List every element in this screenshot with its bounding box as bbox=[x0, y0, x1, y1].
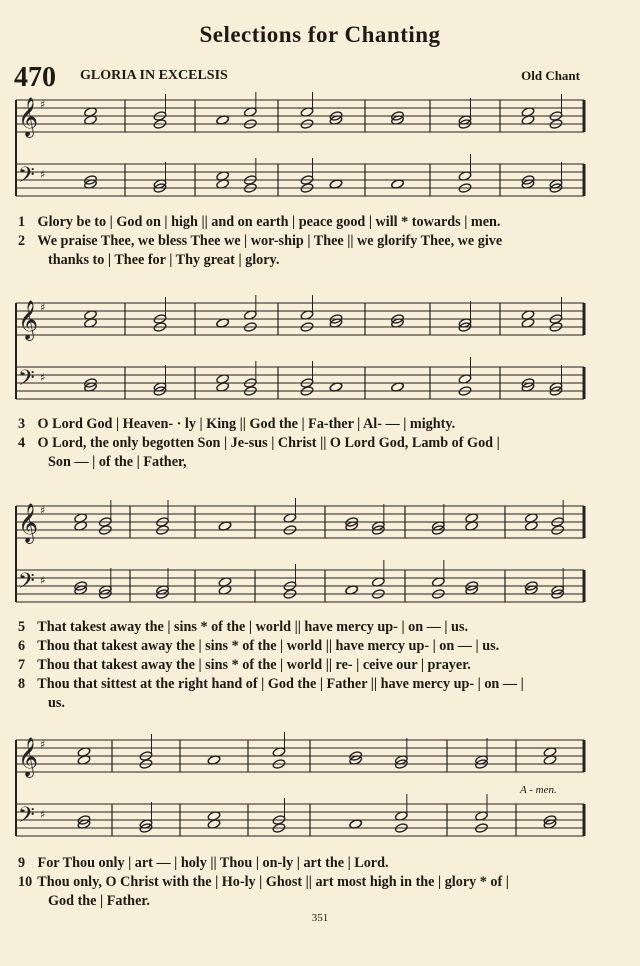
verse-number: 2 bbox=[18, 233, 26, 249]
sharp-icon: ♯ bbox=[40, 738, 46, 751]
music-system-1 bbox=[0, 92, 640, 202]
verse-number: 5 bbox=[18, 619, 26, 635]
verse-number: 9 bbox=[18, 855, 26, 871]
music-system-3 bbox=[0, 498, 640, 613]
verse-6 bbox=[18, 637, 593, 656]
verse-9 bbox=[18, 854, 593, 873]
hymn-title: GLORIA IN EXCELSIS bbox=[80, 68, 228, 83]
verse-number: 10 bbox=[18, 874, 33, 890]
verse-text: Glory be to | God on | high || and on earth | peace good | will * towards | men. bbox=[37, 214, 501, 230]
treble-clef-icon: 𝄞 bbox=[18, 97, 39, 137]
verse-number: 4 bbox=[18, 435, 26, 451]
verse-text-continued: thanks to | Thee for | Thy great | glory. bbox=[48, 252, 280, 268]
verse-text: We praise Thee, we bless Thee we | wor-ship | Thee || we glorify Thee, we give bbox=[37, 233, 503, 249]
music-system-2 bbox=[0, 295, 640, 410]
bass-clef-icon: 𝄢 bbox=[18, 163, 35, 193]
verse-text: That takest away the | sins * of the | world || have mercy up- | on — | us. bbox=[37, 619, 469, 635]
composer: Old Chant bbox=[521, 68, 580, 83]
sharp-icon: ♯ bbox=[40, 371, 46, 384]
verse-3 bbox=[18, 415, 593, 434]
verse-text: Thou that takest away the | sins * of the | world || re- | ceive our | prayer. bbox=[37, 657, 471, 673]
sharp-icon: ♯ bbox=[40, 168, 46, 181]
bass-clef-icon: 𝄢 bbox=[18, 569, 35, 599]
verse-10 bbox=[18, 873, 593, 911]
amen-label: A - men. bbox=[520, 784, 557, 796]
verse-text: O Lord, the only begotten Son | Je-sus | Christ || O Lord God, Lamb of God | bbox=[37, 435, 500, 451]
verse-5 bbox=[18, 618, 593, 637]
verse-text: For Thou only | art — | holy || Thou | on-ly | art the | Lord. bbox=[37, 855, 389, 871]
verse-1 bbox=[18, 213, 593, 232]
bass-clef-icon: 𝄢 bbox=[18, 803, 35, 833]
sharp-icon: ♯ bbox=[40, 574, 46, 587]
verse-7 bbox=[18, 656, 593, 675]
treble-clef-icon: 𝄞 bbox=[18, 300, 39, 340]
verse-text: Thou only, O Christ with the | Ho-ly | Ghost || art most high in the | glory * of | bbox=[37, 874, 509, 890]
verse-text-continued: God the | Father. bbox=[48, 893, 150, 909]
sharp-icon: ♯ bbox=[40, 98, 46, 111]
verse-text: O Lord God | Heaven- · ly | King || God the | Fa-ther | Al- — | mighty. bbox=[37, 416, 456, 432]
verse-number: 8 bbox=[18, 676, 26, 692]
treble-clef-icon: 𝄞 bbox=[18, 737, 39, 777]
sharp-icon: ♯ bbox=[40, 808, 46, 821]
hymn-number: 470 bbox=[14, 62, 56, 93]
page-number: 351 bbox=[311, 912, 329, 924]
verse-text: Thou that takest away the | sins * of the | world || have mercy up- | on — | us. bbox=[37, 638, 500, 654]
verse-number: 7 bbox=[18, 657, 26, 673]
sharp-icon: ♯ bbox=[40, 504, 46, 517]
verse-text-continued: Son — | of the | Father, bbox=[48, 454, 187, 470]
verse-text: Thou that sittest at the right hand of | God the | Father || have mercy up- | on — | bbox=[37, 676, 524, 692]
verse-8 bbox=[18, 675, 593, 713]
verse-number: 1 bbox=[18, 214, 26, 230]
page-title: Selections for Chanting bbox=[199, 22, 441, 47]
verse-number: 3 bbox=[18, 416, 26, 432]
verse-number: 6 bbox=[18, 638, 26, 654]
bass-clef-icon: 𝄢 bbox=[18, 366, 35, 396]
verse-2 bbox=[18, 232, 593, 270]
verse-4 bbox=[18, 434, 593, 472]
verse-text-continued: us. bbox=[48, 695, 65, 711]
treble-clef-icon: 𝄞 bbox=[18, 503, 39, 543]
sharp-icon: ♯ bbox=[40, 301, 46, 314]
